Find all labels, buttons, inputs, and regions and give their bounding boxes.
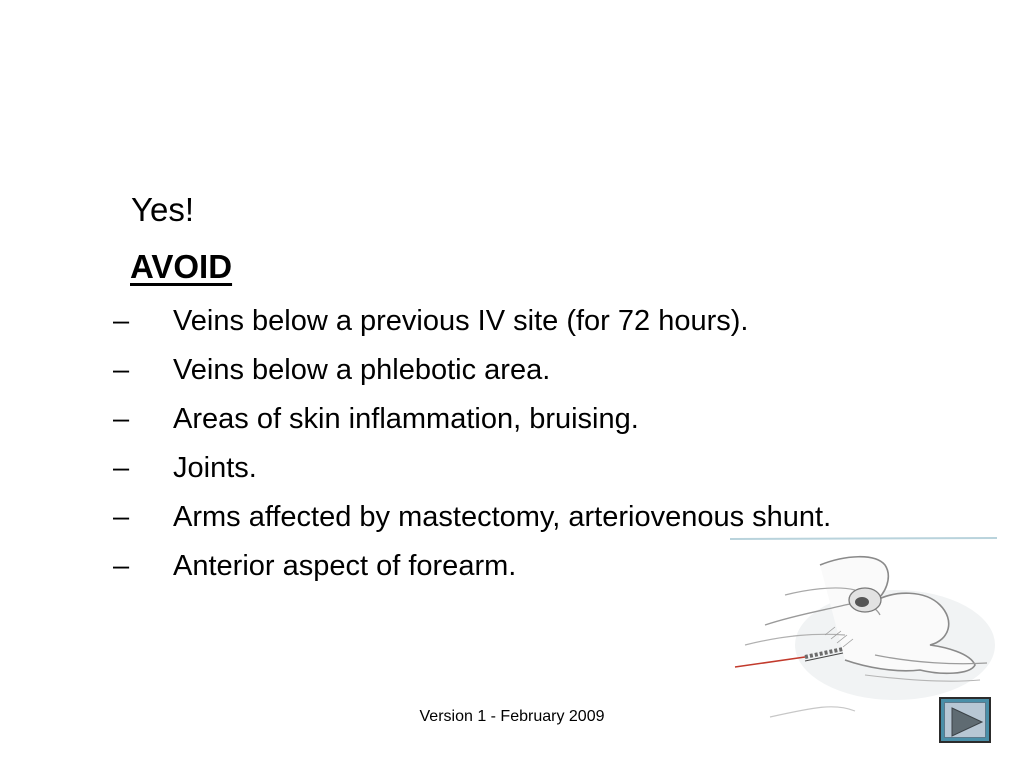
next-slide-button[interactable] [939, 697, 991, 743]
bullet-text: Arms affected by mastectomy, arteriovenous shunt. [173, 501, 832, 533]
version-label: Version 1 - February 2009 [419, 708, 605, 725]
heading-avoid: AVOID [130, 248, 233, 285]
bullet-text: Anterior aspect of forearm. [173, 550, 517, 582]
bullet-text: Areas of skin inflammation, bruising. [173, 403, 639, 435]
bullet-dash: – [113, 452, 130, 484]
bullet-text: Veins below a previous IV site (for 72 hours). [173, 305, 749, 337]
bullet-text: Veins below a phlebotic area. [173, 354, 551, 386]
bullet-dash: – [113, 403, 130, 435]
bullet-dash: – [113, 550, 130, 582]
bullet-text: Joints. [173, 452, 257, 484]
bullet-dash: – [113, 305, 130, 337]
bullet-dash: – [113, 354, 130, 386]
heading-yes: Yes! [131, 191, 195, 228]
footer [0, 707, 1024, 727]
bullet-dash: – [113, 501, 130, 533]
play-triangle-icon [941, 699, 993, 745]
